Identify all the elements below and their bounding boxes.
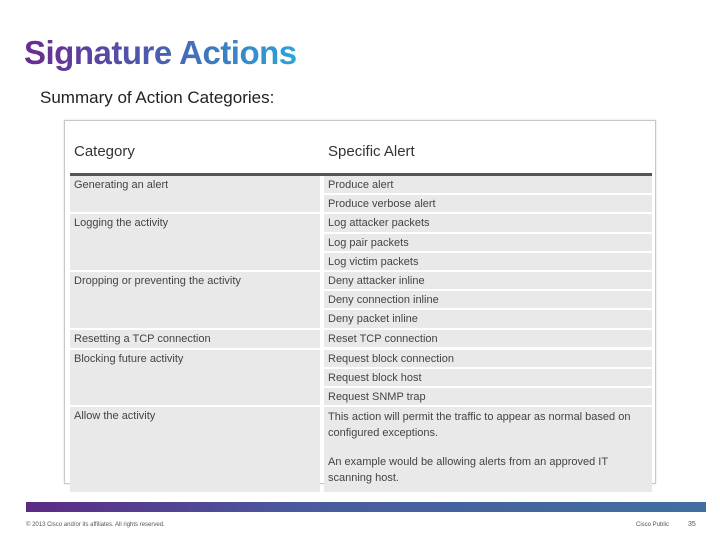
alert-cell: Reset TCP connection	[324, 330, 652, 349]
table-row	[70, 350, 652, 408]
table-body	[70, 176, 652, 494]
category-cell: Logging the activity	[70, 214, 320, 272]
alert-cell: Produce alert	[324, 176, 652, 195]
category-cell: Dropping or preventing the activity	[70, 272, 320, 330]
alert-cell: Deny connection inline	[324, 291, 652, 310]
alert-cell-description	[324, 407, 652, 494]
table-header	[70, 133, 652, 176]
category-cell: Resetting a TCP connection	[70, 330, 320, 350]
page-number: 35	[688, 521, 696, 528]
category-cell: Blocking future activity	[70, 350, 320, 408]
alert-cell: Log victim packets	[324, 253, 652, 272]
table-row	[70, 407, 652, 494]
alert-cell: Deny attacker inline	[324, 272, 652, 291]
table-row	[70, 330, 652, 350]
alert-list	[324, 407, 652, 494]
alert-cell: Deny packet inline	[324, 310, 652, 329]
footer-bar	[26, 502, 706, 512]
alert-list	[324, 272, 652, 330]
slide-title: Signature Actions	[24, 34, 297, 71]
alert-cell: Request block host	[324, 369, 652, 388]
table-row	[70, 214, 652, 272]
alert-list	[324, 214, 652, 272]
alert-cell: Request block connection	[324, 350, 652, 369]
table-row	[70, 272, 652, 330]
footer-classification: Cisco Public	[636, 522, 670, 528]
header-category: Category	[74, 143, 135, 160]
alert-cell: Log attacker packets	[324, 214, 652, 233]
category-cell: Generating an alert	[70, 176, 320, 214]
allow-description: This action will permit the traffic to appear as normal based on configured exceptions.	[328, 411, 631, 439]
alert-cell: Produce verbose alert	[324, 195, 652, 214]
table-row	[70, 176, 652, 214]
footer-copyright: © 2013 Cisco and/or its affiliates. All rights reserved.	[26, 522, 165, 528]
allow-example: An example would be allowing alerts from an approved IT scanning host.	[328, 456, 608, 484]
alert-cell: Log pair packets	[324, 234, 652, 253]
header-specific-alert: Specific Alert	[328, 143, 415, 160]
slide-subtitle: Summary of Action Categories:	[40, 88, 275, 107]
alert-list	[324, 176, 652, 214]
alert-cell: Request SNMP trap	[324, 388, 652, 407]
action-categories-table	[64, 120, 656, 484]
alert-list	[324, 330, 652, 350]
alert-list	[324, 350, 652, 408]
category-cell: Allow the activity	[70, 407, 320, 494]
